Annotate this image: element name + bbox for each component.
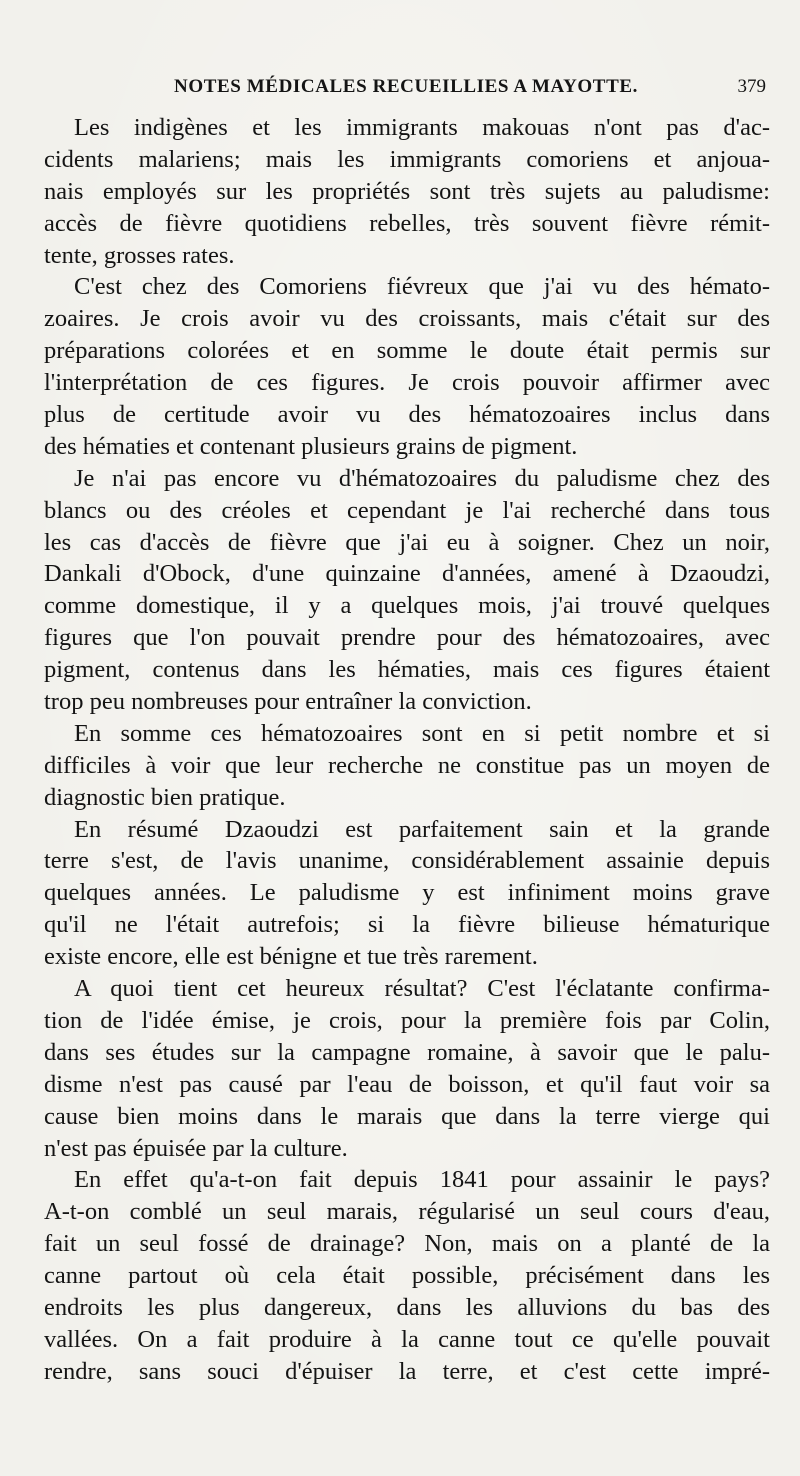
text-line: n'est pas épuisée par la culture. [44, 1134, 348, 1162]
running-head: NOTES MÉDICALES RECUEILLIES A MAYOTTE. [174, 76, 638, 97]
text-line: les cas d'accès de fièvre que j'ai eu à soigner. Chez un noir, [44, 528, 770, 556]
text-line: En somme ces hématozoaires sont en si petit nombre et si [74, 719, 770, 747]
text-line: En effet qu'a-t-on fait depuis 1841 pour assainir le pays? [74, 1166, 770, 1194]
text-line: Dankali d'Obock, d'une quinzaine d'années, amené à Dzaoudzi, [44, 560, 770, 588]
text-line: A-t-on comblé un seul marais, régularisé un seul cours d'eau, [44, 1198, 770, 1226]
text-line: pigment, contenus dans les hématies, mais ces figures étaient [44, 656, 770, 684]
text-line: cause bien moins dans le marais que dans la terre vierge qui [44, 1102, 770, 1130]
text-line: Je n'ai pas encore vu d'hématozoaires du paludisme chez des [74, 464, 770, 492]
text-line: dans ses études sur la campagne romaine, à savoir que le palu- [44, 1038, 770, 1066]
text-line: endroits les plus dangereux, dans les alluvions du bas des [44, 1293, 770, 1321]
text-line: diagnostic bien pratique. [44, 783, 286, 811]
text-line: trop peu nombreuses pour entraîner la conviction. [44, 688, 532, 716]
text-line: Les indigènes et les immigrants makouas n'ont pas d'ac- [74, 114, 770, 141]
text-line: C'est chez des Comoriens fiévreux que j'ai vu des hémato- [74, 273, 770, 301]
text-line: accès de fièvre quotidiens rebelles, très souvent fièvre rémit- [44, 209, 770, 237]
text-line: zoaires. Je crois avoir vu des croissants, mais c'était sur des [44, 305, 770, 333]
text-line: difficiles à voir que leur recherche ne constitue pas un moyen de [44, 751, 770, 779]
page-number: 379 [737, 76, 766, 97]
text-line: existe encore, elle est bénigne et tue très rarement. [44, 943, 538, 971]
text-line: qu'il ne l'était autrefois; si la fièvre bilieuse hématurique [44, 911, 770, 939]
text-line: terre s'est, de l'avis unanime, considérablement assainie depuis [44, 847, 770, 875]
text-line: vallées. On a fait produire à la canne tout ce qu'elle pouvait [44, 1325, 770, 1353]
text-line: nais employés sur les propriétés sont très sujets au paludisme: [44, 177, 770, 205]
text-line: plus de certitude avoir vu des hématozoaires inclus dans [44, 401, 770, 429]
page-header [44, 76, 772, 100]
text-line: l'interprétation de ces figures. Je crois pouvoir affirmer avec [44, 369, 770, 397]
text-line: En résumé Dzaoudzi est parfaitement sain et la grande [74, 815, 770, 843]
text-line: blancs ou des créoles et cependant je l'ai recherché dans tous [44, 496, 770, 524]
text-line: fait un seul fossé de drainage? Non, mais on a planté de la [44, 1230, 770, 1258]
text-line: rendre, sans souci d'épuiser la terre, et c'est cette impré- [44, 1357, 770, 1385]
text-line: comme domestique, il y a quelques mois, j'ai trouvé quelques [44, 592, 770, 620]
text-line: tion de l'idée émise, je crois, pour la première fois par Colin, [44, 1006, 770, 1034]
text-line: A quoi tient cet heureux résultat? C'est l'éclatante confirma- [74, 975, 770, 1003]
text-line: figures que l'on pouvait prendre pour des hématozoaires, avec [44, 624, 770, 652]
text-line: préparations colorées et en somme le doute était permis sur [44, 337, 770, 365]
text-line: des hématies et contenant plusieurs grains de pigment. [44, 432, 578, 460]
text-line: tente, grosses rates. [44, 241, 235, 269]
text-line: disme n'est pas causé par l'eau de boisson, et qu'il faut voir sa [44, 1070, 770, 1098]
text-line: cidents malariens; mais les immigrants comoriens et anjoua- [44, 145, 770, 173]
body-text [44, 112, 770, 1388]
text-line: canne partout où cela était possible, précisément dans les [44, 1262, 770, 1290]
text-line: quelques années. Le paludisme y est infiniment moins grave [44, 879, 770, 907]
